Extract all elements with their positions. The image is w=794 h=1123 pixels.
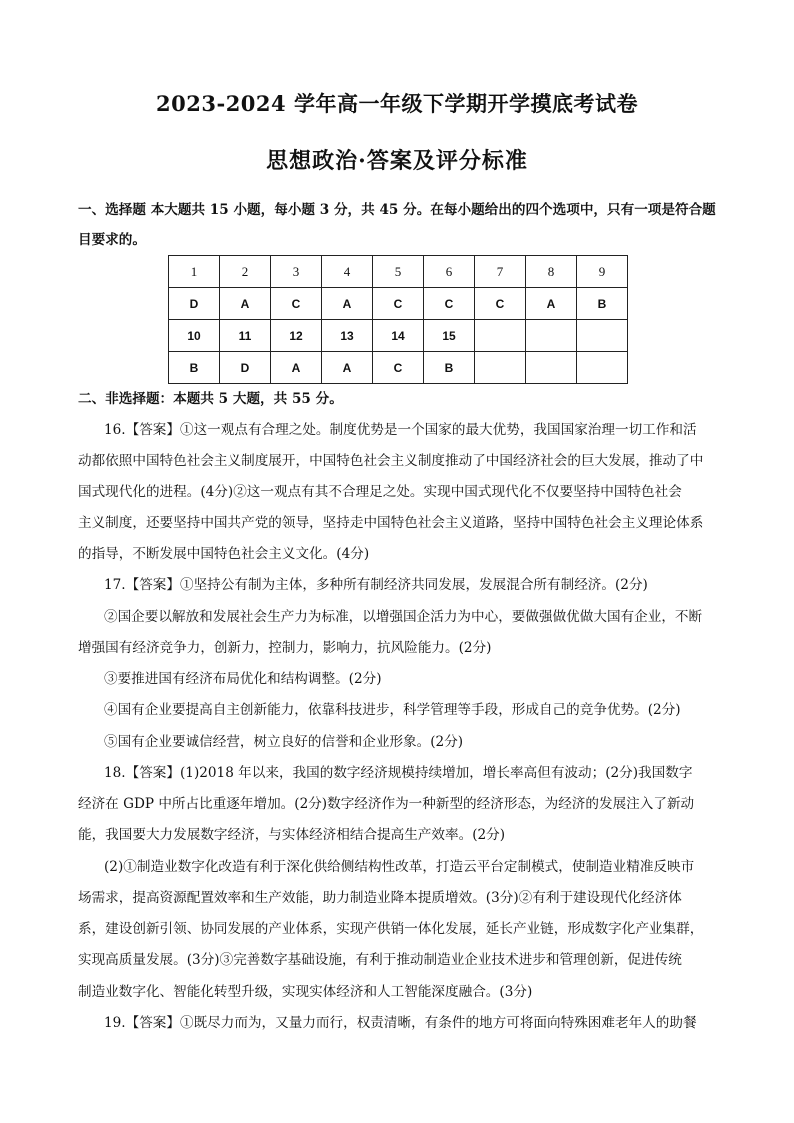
answer-line: 主义制度，还要坚持中国共产党的领导，坚持走中国特色社会主义道路，坚持中国特色社会主义理论体系 <box>78 515 704 531</box>
table-row <box>169 288 628 320</box>
table-cell: B <box>424 352 475 384</box>
answer-line: 19.【答案】①既尽力而为，又量力而行，权责清晰，有条件的地方可将面向特殊困难老年人的助餐 <box>104 1015 697 1031</box>
table-row <box>169 256 628 288</box>
table-cell: 5 <box>373 256 424 288</box>
table-cell <box>526 320 577 352</box>
table-row <box>169 352 628 384</box>
table-cell: 15 <box>424 320 475 352</box>
table-cell: 12 <box>271 320 322 352</box>
table-cell: 9 <box>577 256 628 288</box>
page-subtitle: 思想政治·答案及评分标准 <box>266 148 528 174</box>
table-cell: C <box>475 288 526 320</box>
table-cell: C <box>424 288 475 320</box>
answer-line: 17.【答案】①坚持公有制为主体，多种所有制经济共同发展，发展混合所有制经济。(2分) <box>104 577 648 593</box>
answer-line: 经济在 GDP 中所占比重逐年增加。(2分)数字经济作为一种新型的经济形态，为经济的发展注入了新动 <box>78 796 695 812</box>
table-cell: D <box>169 288 220 320</box>
answer-line: 能，我国要大力发展数字经济，与实体经济相结合提高生产效率。(2分) <box>78 827 506 843</box>
section1-text-line1: 一、选择题 本大题共 15 小题，每小题 3 分，共 45 分。在每小题给出的四个选项中，只有一项是符合题 <box>78 202 716 218</box>
table-cell: 13 <box>322 320 373 352</box>
table-cell <box>577 352 628 384</box>
answer-line: 场需求，提高资源配置效率和生产效能，助力制造业降本提质增效。(3分)②有利于建设现代化经济体 <box>78 890 682 906</box>
table-cell: B <box>169 352 220 384</box>
answer-line: 18.【答案】(1)2018 年以来，我国的数字经济规模持续增加，增长率高但有波动；(2分)我国数字 <box>104 765 693 781</box>
answer-line: 16.【答案】①这一观点有合理之处。制度优势是一个国家的最大优势，我国国家治理一切工作和活 <box>104 422 697 438</box>
table-cell: A <box>271 352 322 384</box>
table-cell: 2 <box>220 256 271 288</box>
answer-line: ⑤国有企业要诚信经营，树立良好的信誉和企业形象。(2分) <box>104 734 464 750</box>
table-cell: 7 <box>475 256 526 288</box>
table-cell: B <box>577 288 628 320</box>
answer-line: 系，建设创新引领、协同发展的产业体系，实现产供销一体化发展，延长产业链，形成数字化产业集群， <box>78 921 704 937</box>
table-cell: 6 <box>424 256 475 288</box>
table-cell <box>475 352 526 384</box>
answer-line: 制造业数字化、智能化转型升级，实现实体经济和人工智能深度融合。(3分) <box>78 984 533 1000</box>
page-title: 2023-2024 学年高一年级下学期开学摸底考试卷 <box>156 91 638 116</box>
table-cell: C <box>373 288 424 320</box>
answer-line: 国式现代化的进程。(4分)②这一观点有其不合理足之处。实现中国式现代化不仅要坚持中国特色社会 <box>78 484 682 500</box>
answer-line: 动都依照中国特色社会主义制度展开，中国特色社会主义制度推动了中国经济社会的巨大发展，推动了中 <box>78 453 704 469</box>
answer-line: ③要推进国有经济布局优化和结构调整。(2分) <box>104 671 382 687</box>
answer-line: ④国有企业要提高自主创新能力，依靠科技进步，科学管理等手段，形成自己的竞争优势。(2分) <box>104 702 681 718</box>
table-cell: A <box>322 288 373 320</box>
answer-line: 的指导，不断发展中国特色社会主义文化。(4分) <box>78 546 370 562</box>
section1-text-line2: 目要求的。 <box>78 232 146 248</box>
table-cell: 1 <box>169 256 220 288</box>
table-cell: 14 <box>373 320 424 352</box>
table-cell: 10 <box>169 320 220 352</box>
table-row <box>169 320 628 352</box>
table-cell: C <box>271 288 322 320</box>
answer-line: 增强国有经济竞争力，创新力，控制力，影响力，抗风险能力。(2分) <box>78 640 492 656</box>
table-cell <box>475 320 526 352</box>
answer-line: ②国企要以解放和发展社会生产力为标准，以增强国企活力为中心，要做强做优做大国有企业，不断 <box>104 609 703 625</box>
table-cell: 8 <box>526 256 577 288</box>
table-cell: 4 <box>322 256 373 288</box>
answer-table <box>168 255 628 384</box>
table-cell: 11 <box>220 320 271 352</box>
table-cell: A <box>322 352 373 384</box>
answer-line: 实现高质量发展。(3分)③完善数字基础设施，有利于推动制造业企业技术进步和管理创新，促进传统 <box>78 952 682 968</box>
table-cell <box>526 352 577 384</box>
table-cell: C <box>373 352 424 384</box>
answer-line: (2)①制造业数字化改造有利于深化供给侧结构性改革，打造云平台定制模式，使制造业精准反映市 <box>104 859 695 875</box>
section2-heading: 二、非选择题：本题共 5 大题，共 55 分。 <box>78 391 343 407</box>
table-cell: D <box>220 352 271 384</box>
table-cell <box>577 320 628 352</box>
table-cell: 3 <box>271 256 322 288</box>
table-cell: A <box>526 288 577 320</box>
table-cell: A <box>220 288 271 320</box>
